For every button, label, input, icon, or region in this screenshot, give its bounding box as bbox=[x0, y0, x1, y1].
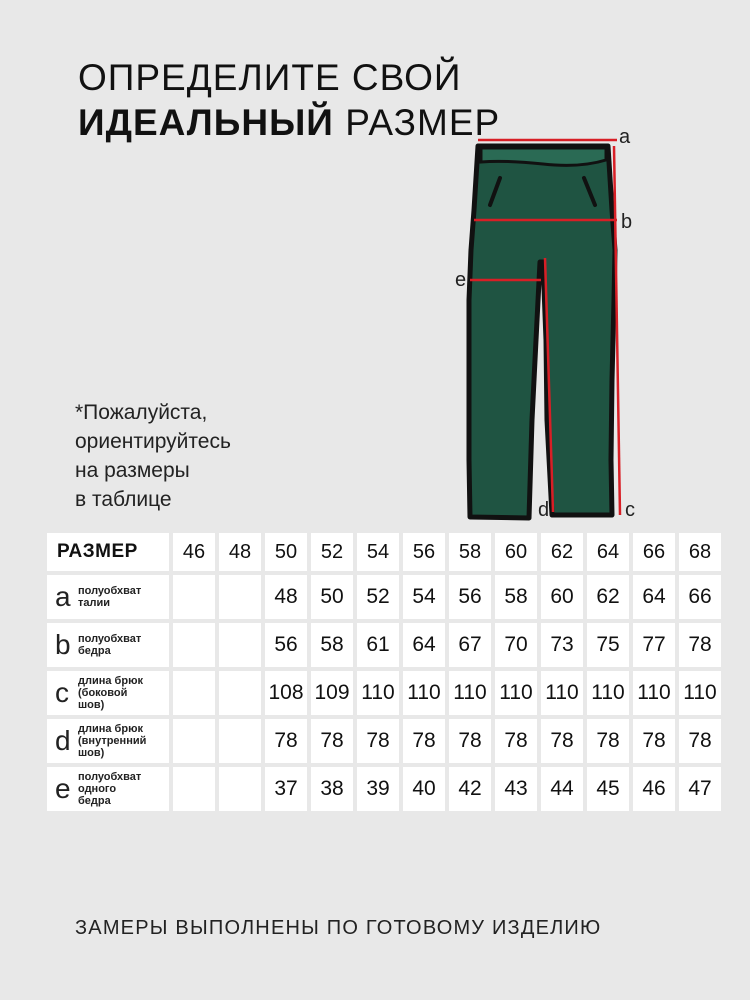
measurement-label-cell bbox=[47, 575, 169, 619]
measurement-description bbox=[78, 633, 141, 657]
measurement-value-cell: 108 bbox=[265, 671, 307, 715]
measurement-description bbox=[78, 771, 141, 807]
size-table bbox=[43, 529, 725, 815]
measurement-value-cell: 44 bbox=[541, 767, 583, 811]
measurement-value-cell: 56 bbox=[449, 575, 491, 619]
measurement-value-cell: 110 bbox=[633, 671, 675, 715]
size-header-cell: 68 bbox=[679, 533, 721, 571]
measurement-value-cell: 66 bbox=[679, 575, 721, 619]
measurement-label-cell bbox=[47, 719, 169, 763]
note-line-3: на размеры bbox=[75, 459, 190, 482]
measurement-description-line: длина брюк bbox=[78, 723, 143, 735]
size-header-cell: 62 bbox=[541, 533, 583, 571]
measurement-value-cell: 48 bbox=[265, 575, 307, 619]
measurement-value-cell: 110 bbox=[495, 671, 537, 715]
measurement-value-cell: 110 bbox=[587, 671, 629, 715]
measurement-value-cell: 54 bbox=[403, 575, 445, 619]
measurement-description-line: одного bbox=[78, 783, 117, 795]
measurement-description bbox=[78, 675, 143, 711]
measurement-letter: d bbox=[55, 725, 71, 756]
measurement-description-line: талии bbox=[78, 597, 111, 609]
measurement-value-cell: 110 bbox=[403, 671, 445, 715]
measurement-value-cell: 43 bbox=[495, 767, 537, 811]
measurement-value-cell: 58 bbox=[311, 623, 353, 667]
measurement-value-cell bbox=[173, 575, 215, 619]
measurement-description bbox=[78, 585, 141, 609]
measurement-value-cell: 62 bbox=[587, 575, 629, 619]
measurement-description-line: полуобхват bbox=[78, 633, 142, 645]
title-line-1: ОПРЕДЕЛИТЕ СВОЙ bbox=[78, 57, 462, 98]
measurement-value-cell: 50 bbox=[311, 575, 353, 619]
measurement-value-cell: 64 bbox=[633, 575, 675, 619]
size-header-cell: 64 bbox=[587, 533, 629, 571]
measurement-description-line: бедра bbox=[78, 795, 111, 807]
measurement-letter: b bbox=[55, 629, 71, 660]
measurement-value-cell bbox=[219, 623, 261, 667]
measurement-value-cell: 37 bbox=[265, 767, 307, 811]
measurement-value-cell: 78 bbox=[449, 719, 491, 763]
measurement-value-cell bbox=[173, 623, 215, 667]
letter-b: b bbox=[621, 211, 633, 233]
measurement-value-cell: 58 bbox=[495, 575, 537, 619]
measurement-value-cell: 78 bbox=[679, 623, 721, 667]
measurement-value-cell: 78 bbox=[495, 719, 537, 763]
letter-c: c bbox=[625, 499, 635, 521]
measurement-value-cell: 110 bbox=[679, 671, 721, 715]
size-note bbox=[75, 398, 231, 514]
measurement-value-cell: 45 bbox=[587, 767, 629, 811]
measurement-letter: a bbox=[55, 581, 71, 612]
letter-d: d bbox=[538, 499, 550, 521]
measurement-value-cell bbox=[173, 767, 215, 811]
measurement-letter: e bbox=[55, 773, 71, 804]
measurement-description bbox=[78, 723, 146, 759]
size-header-cell: 52 bbox=[311, 533, 353, 571]
measurement-value-cell: 52 bbox=[357, 575, 399, 619]
measurement-value-cell: 60 bbox=[541, 575, 583, 619]
note-line-4: в таблице bbox=[75, 488, 172, 511]
measurement-value-cell: 70 bbox=[495, 623, 537, 667]
measurement-value-cell: 56 bbox=[265, 623, 307, 667]
measurement-label-cell bbox=[47, 671, 169, 715]
measurement-value-cell: 110 bbox=[449, 671, 491, 715]
pants-illustration bbox=[469, 146, 615, 518]
measurement-row-e bbox=[47, 767, 721, 811]
measurement-value-cell: 40 bbox=[403, 767, 445, 811]
measurement-letter: c bbox=[55, 677, 69, 708]
size-header-cell: 58 bbox=[449, 533, 491, 571]
measurement-value-cell: 110 bbox=[541, 671, 583, 715]
measurement-value-cell bbox=[219, 719, 261, 763]
measurement-value-cell: 75 bbox=[587, 623, 629, 667]
size-header-cell: 54 bbox=[357, 533, 399, 571]
measurement-value-cell: 78 bbox=[541, 719, 583, 763]
measurement-value-cell: 47 bbox=[679, 767, 721, 811]
measurement-value-cell: 46 bbox=[633, 767, 675, 811]
measurement-row-d bbox=[47, 719, 721, 763]
size-header-cell: 60 bbox=[495, 533, 537, 571]
measurement-value-cell: 61 bbox=[357, 623, 399, 667]
measurement-value-cell: 77 bbox=[633, 623, 675, 667]
measurement-description-line: (боковой bbox=[78, 687, 128, 699]
measurement-description-line: (внутренний bbox=[78, 735, 147, 747]
measurement-value-cell: 73 bbox=[541, 623, 583, 667]
letter-e: e bbox=[455, 269, 467, 291]
title-bold-word: ИДЕАЛЬНЫЙ bbox=[78, 102, 334, 143]
measurement-description-line: шов) bbox=[78, 747, 105, 759]
measurement-value-cell: 38 bbox=[311, 767, 353, 811]
measurement-value-cell: 42 bbox=[449, 767, 491, 811]
measurement-value-cell bbox=[219, 575, 261, 619]
measurement-description-line: шов) bbox=[78, 699, 105, 711]
measurement-value-cell: 78 bbox=[587, 719, 629, 763]
note-line-1: *Пожалуйста, bbox=[75, 401, 208, 424]
measurement-value-cell: 110 bbox=[357, 671, 399, 715]
size-header-cell: 66 bbox=[633, 533, 675, 571]
measurement-row-c bbox=[47, 671, 721, 715]
measurement-value-cell: 109 bbox=[311, 671, 353, 715]
footer-note: ЗАМЕРЫ ВЫПОЛНЕНЫ ПО ГОТОВОМУ ИЗДЕЛИЮ bbox=[75, 917, 602, 939]
measurement-value-cell: 78 bbox=[265, 719, 307, 763]
measurement-value-cell: 67 bbox=[449, 623, 491, 667]
measurement-row-b bbox=[47, 623, 721, 667]
measurement-description-line: полуобхват bbox=[78, 771, 142, 783]
measurement-value-cell: 78 bbox=[403, 719, 445, 763]
measurement-value-cell: 78 bbox=[679, 719, 721, 763]
measurement-value-cell: 78 bbox=[357, 719, 399, 763]
size-header-cell: 50 bbox=[265, 533, 307, 571]
measurement-value-cell bbox=[219, 767, 261, 811]
measurement-label-cell bbox=[47, 767, 169, 811]
letter-a: a bbox=[619, 126, 631, 148]
measurement-value-cell bbox=[173, 671, 215, 715]
measurement-row-a bbox=[47, 575, 721, 619]
title-rest-word: РАЗМЕР bbox=[345, 102, 501, 143]
measurement-description-line: полуобхват bbox=[78, 585, 142, 597]
measurement-value-cell: 64 bbox=[403, 623, 445, 667]
measurement-value-cell: 39 bbox=[357, 767, 399, 811]
waistband bbox=[481, 148, 606, 165]
measurement-value-cell: 78 bbox=[633, 719, 675, 763]
note-line-2: ориентируйтесь bbox=[75, 430, 231, 453]
size-header-cell: 46 bbox=[173, 533, 215, 571]
size-header-cell: 56 bbox=[403, 533, 445, 571]
measurement-value-cell bbox=[173, 719, 215, 763]
measurement-value-cell: 78 bbox=[311, 719, 353, 763]
measurement-label-cell bbox=[47, 623, 169, 667]
size-header-cell: 48 bbox=[219, 533, 261, 571]
measurement-description-line: длина брюк bbox=[78, 675, 143, 687]
size-header-label: РАЗМЕР bbox=[47, 533, 169, 571]
measurement-value-cell bbox=[219, 671, 261, 715]
measurement-description-line: бедра bbox=[78, 645, 111, 657]
size-header-row bbox=[47, 533, 721, 571]
